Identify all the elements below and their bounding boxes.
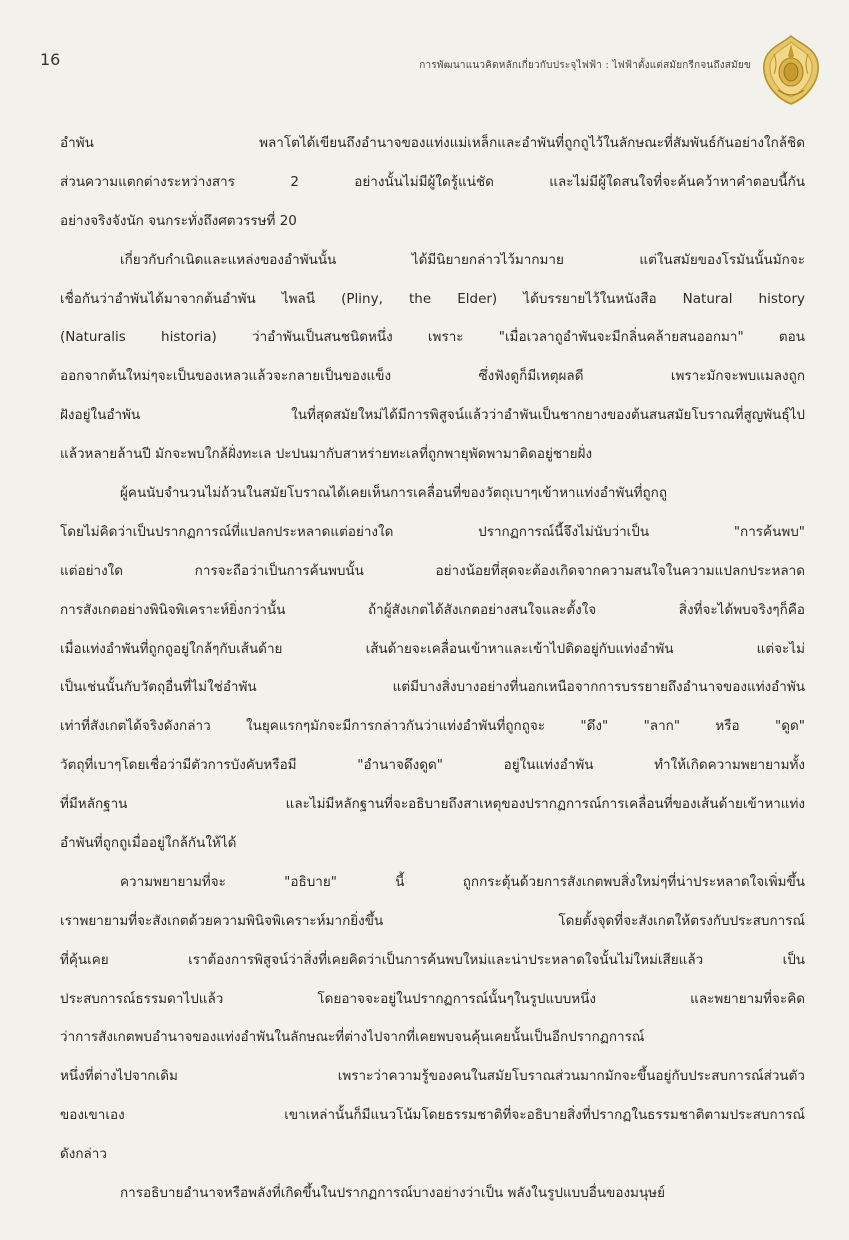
university-crest-icon (760, 34, 822, 106)
text-line: การสังเกตอย่างพินิจพิเคราะห์ยิ่งกว่านั้น ถ้าผู้สังเกตได้สังเกตอย่างสนใจและตั้งใจ สิ่งที่จะได้พบจริงๆก็คือ (60, 601, 805, 618)
text-line: ที่คุ้นเคย เราต้องการพิสูจน์ว่าสิ่งที่เคยคิดว่าเป็นการค้นพบใหม่และน่าประหลาดใจนั้นไม่ใหม่เสียแล้ว เป็น (60, 951, 805, 968)
text-line: เป็นเช่นนั้นกับวัตถุอื่นที่ไม่ใช่อำพัน แต่มีบางสิ่งบางอย่างที่นอกเหนือจากการบรรยายถึงอำนาจของแท่งอำพัน (60, 679, 805, 696)
text-line: หนึ่งที่ต่างไปจากเดิม เพราะว่าความรู้ของคนในสมัยโบราณส่วนมากมักจะขึ้นอยู่กับประสบการณ์ส่วนตัว (60, 1068, 805, 1085)
text-line: อำพันที่ถูกถูเมื่ออยู่ใกล้กันให้ได้ (60, 835, 237, 852)
text-line: วัตถุที่เบาๆโดยเชื่อว่ามีตัวการบังคับหรือมี "อำนาจดึงดูด" อยู่ในแท่งอำพัน ทำให้เกิดความพยายามทั้ง (60, 757, 805, 774)
text-line: เชื่อกันว่าอำพันได้มาจากต้นอำพัน ไพลนี (Pliny, the Elder) ได้บรรยายไว้ในหนังสือ Natural history (60, 290, 805, 307)
text-line: แต่อย่างใด การจะถือว่าเป็นการค้นพบนั้น อย่างน้อยที่สุดจะต้องเกิดจากความสนใจในความแปลกประหลาด (60, 562, 805, 579)
text-line: ดังกล่าว (60, 1146, 107, 1163)
text-line: ที่มีหลักฐาน และไม่มีหลักฐานที่จะอธิบายถึงสาเหตุของปรากฏการณ์การเคลื่อนที่ของเส้นด้ายเข้าหาแท่ง (60, 796, 805, 813)
page-number: 16 (40, 50, 61, 69)
text-line: แล้วหลายล้านปี มักจะพบใกล้ฝั่งทะเล ปะปนมากับสาหร่ายทะเลที่ถูกพายุพัดพามาติดอยู่ชายฝั่ง (60, 446, 593, 463)
body-text (60, 124, 805, 1213)
text-line: (Naturalis historia) ว่าอำพันเป็นสนชนิดหนึ่ง เพราะ "เมื่อเวลาถูอำพันจะมีกลิ่นคล้ายสนออกมา" ตอน (60, 329, 805, 346)
text-line: ความพยายามที่จะ "อธิบาย" นี้ ถูกกระตุ้นด้วยการสังเกตพบสิ่งใหม่ๆที่น่าประหลาดใจเพิ่มขึ้น (120, 873, 805, 890)
text-line: ประสบการณ์ธรรมดาไปแล้ว โดยอาจจะอยู่ในปรากฏการณ์นั้นๆในรูปแบบหนึ่ง และพยายามที่จะคิด (60, 990, 805, 1007)
text-line: อำพัน พลาโตได้เขียนถึงอำนาจของแท่งแม่เหล็กและอำพันที่ถูกถูไว้ในลักษณะที่สัมพันธ์กันอย่างใกล้ชิด (60, 135, 805, 151)
text-line: เมื่อแท่งอำพันที่ถูกถูอยู่ใกล้ๆกับเส้นด้าย เส้นด้ายจะเคลื่อนเข้าหาและเข้าไปติดอยู่กับแท่งอำพัน แต่จะไม่ (60, 640, 805, 657)
text-line: ผู้คนนับจำนวนไม่ถ้วนในสมัยโบราณได้เคยเห็นการเคลื่อนที่ของวัตถุเบาๆเข้าหาแท่งอำพันที่ถูกถู (120, 485, 668, 502)
text-line: การอธิบายอำนาจหรือพลังที่เกิดขึ้นในปรากฏการณ์บางอย่างว่าเป็น พลังในรูปแบบอื่นของมนุษย์ (120, 1185, 665, 1202)
text-line: ว่าการสังเกตพบอำนาจของแท่งอำพันในลักษณะที่ต่างไปจากที่เคยพบจนคุ้นเคยนั้นเป็นอีกปรากฏการณ์ (60, 1029, 645, 1046)
text-line: เกี่ยวกับกำเนิดและแหล่งของอำพันนั้น ได้มีนิยายกล่าวไว้มากมาย แต่ในสมัยของโรมันนั้นมักจะ (120, 251, 805, 268)
text-line: โดยไม่คิดว่าเป็นปรากฏการณ์ที่แปลกประหลาดแต่อย่างใด ปรากฏการณ์นี้จึงไม่นับว่าเป็น "การค้นพบ" (60, 523, 805, 540)
text-line: เท่าที่สังเกตได้จริงดังกล่าว ในยุคแรกๆมักจะมีการกล่าวกันว่าแท่งอำพันที่ถูกถูจะ "ดึง" "ลาก" หรือ "ดูด" (60, 718, 805, 735)
running-header-title: การพัฒนาแนวคิดหลักเกี่ยวกับประจุไฟฟ้า : ไฟฟ้าตั้งแต่สมัยกรีกจนถึงสมัยข (419, 60, 751, 71)
text-line: เราพยายามที่จะสังเกตด้วยความพินิจพิเคราะห์มากยิ่งขึ้น โดยตั้งจุดที่จะสังเกตให้ตรงกับประสบการณ์ (60, 912, 805, 929)
text-line: ของเขาเอง เขาเหล่านั้นก็มีแนวโน้มโดยธรรมชาติที่จะอธิบายสิ่งที่ปรากฏในธรรมชาติตามประสบการณ์ (60, 1107, 805, 1124)
text-line: ฝังอยู่ในอำพัน ในที่สุดสมัยใหม่ได้มีการพิสูจน์แล้วว่าอำพันเป็นชากยางของต้นสนสมัยโบราณที่สูญพันธุ์ไป (60, 407, 805, 424)
text-line: ส่วนความแตกต่างระหว่างสาร 2 อย่างนั้นไม่มีผู้ใดรู้แน่ชัด และไม่มีผู้ใดสนใจที่จะค้นคว้าหาคำตอบนี้กัน (60, 173, 805, 190)
text-line: ออกจากต้นใหม่ๆจะเป็นของเหลวแล้วจะกลายเป็นของแข็ง ซึ่งฟังดูก็มีเหตุผลดี เพราะมักจะพบแมลงถูก (60, 368, 805, 385)
text-line: อย่างจริงจังนัก จนกระทั่งถึงศตวรรษที่ 20 (60, 212, 297, 229)
